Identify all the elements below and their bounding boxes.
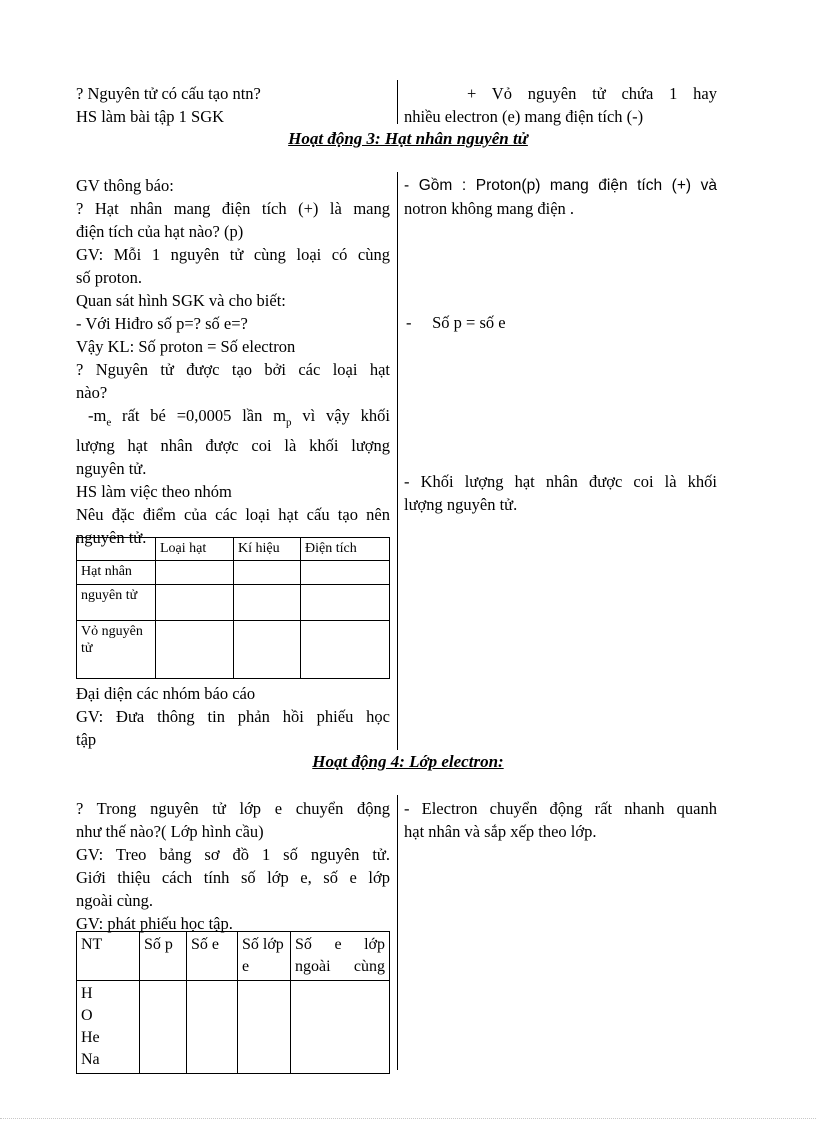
heading-activity-3: Hoạt động 3: Hạt nhân nguyên tử — [288, 129, 528, 148]
section4-left — [76, 797, 390, 935]
electron-charge-line: nhiều electron (e) mang điện tích (-) — [404, 107, 644, 126]
left-line: GV: Treo bảng sơ đồ 1 số nguyên tử. — [76, 845, 390, 864]
table-header-cell: Loại hạt — [156, 538, 234, 561]
mass-line — [76, 404, 390, 434]
left-line: nguyên tử. — [76, 459, 147, 479]
section3-left — [76, 174, 390, 549]
column-divider-4 — [397, 795, 398, 1070]
right-line: lượng nguyên tử. — [404, 495, 518, 514]
element-symbol: H — [81, 985, 93, 1002]
table-cell — [234, 585, 301, 621]
electron-shell-line: + Vỏ nguyên tử chứa 1 hay — [467, 84, 717, 103]
section1-right — [404, 82, 717, 128]
left-line: Đại diện các nhóm báo cáo — [76, 684, 256, 703]
question-line: ? Nguyên tử có cấu tạo ntn? — [76, 84, 261, 103]
table-header-row — [77, 932, 390, 981]
page-bottom-dots — [0, 1118, 816, 1119]
element-list-cell — [77, 981, 140, 1074]
table-cell — [156, 621, 234, 679]
electron-table — [76, 931, 390, 1074]
section4-right — [404, 797, 717, 843]
left-line: như thế nào?( Lớp hình cầu) — [76, 822, 264, 841]
table-cell — [156, 561, 234, 585]
table-cell — [291, 981, 390, 1074]
right-line: - Khối lượng hạt nhân được coi là khối — [404, 472, 717, 491]
exercise-line: HS làm bài tập 1 SGK — [76, 107, 225, 126]
table-header-cell: Điện tích — [301, 538, 390, 561]
table-cell — [234, 561, 301, 585]
table-header-cell: NT — [77, 932, 140, 981]
left-line: tập — [76, 730, 97, 749]
column-divider-3 — [397, 172, 398, 750]
left-line: GV thông báo: — [76, 176, 174, 195]
right-line: - Gồm : Proton(p) mang điện tích (+) và — [404, 177, 717, 194]
table-cell — [140, 981, 187, 1074]
table-cell — [238, 981, 291, 1074]
mass-sub-p: p — [286, 416, 292, 429]
mass-sub-e: e — [106, 416, 112, 429]
left-line: ? Hạt nhân mang điện tích (+) là mang — [76, 199, 390, 218]
table-header-cell — [77, 538, 156, 561]
left-line: Quan sát hình SGK và cho biết: — [76, 291, 286, 310]
left-line: ? Trong nguyên tử lớp e chuyển động — [76, 799, 390, 818]
table-header-cell: Số e lớp ngoài cùng — [291, 932, 390, 981]
section3-after-table — [76, 682, 390, 751]
mass-line-a: -m — [88, 406, 107, 425]
left-line: nguyên tử. — [76, 528, 147, 548]
left-line: Vậy KL: Số proton = Số electron — [76, 337, 296, 356]
proton-electron-equal: - Số p = số e — [406, 313, 506, 332]
right-line: notron không mang điện . — [404, 199, 575, 218]
left-line: số proton. — [76, 268, 142, 287]
section1-left — [76, 82, 391, 128]
table-header-cell: Số p — [140, 932, 187, 981]
table-header-cell: Số e — [187, 932, 238, 981]
section3-right-a — [404, 174, 717, 220]
element-symbol: He — [81, 1029, 100, 1046]
left-line: Giới thiệu cách tính số lớp e, số e lớp — [76, 868, 390, 887]
left-line: HS làm việc theo nhóm — [76, 482, 232, 502]
element-symbol: O — [81, 1007, 93, 1024]
right-line: - Electron chuyển động rất nhanh quanh — [404, 799, 717, 818]
section3-right-b — [404, 470, 717, 516]
column-divider-1 — [397, 80, 398, 124]
table-row — [77, 981, 390, 1074]
table-header-row — [77, 538, 390, 561]
table-cell — [234, 621, 301, 679]
table-cell — [187, 981, 238, 1074]
table-cell: Hạt nhân — [77, 561, 156, 585]
left-line: GV: Mỗi 1 nguyên tử cùng loại có cùng — [76, 245, 390, 264]
table-row — [77, 585, 390, 621]
left-line: lượng hạt nhân được coi là khối lượng — [76, 436, 390, 456]
table-cell — [301, 561, 390, 585]
table-row — [77, 561, 390, 585]
particle-table — [76, 537, 390, 679]
left-line: điện tích của hạt nào? (p) — [76, 222, 244, 241]
left-line: GV: Đưa thông tin phản hồi phiếu học — [76, 707, 390, 726]
table-header-cell: Kí hiệu — [234, 538, 301, 561]
table-cell: nguyên tử — [77, 585, 156, 621]
left-line: Nêu đặc điểm của các loại hạt cấu tạo nên — [76, 505, 390, 525]
table-header-cell: Số lớp e — [238, 932, 291, 981]
left-line: GV: phát phiếu học tập. — [76, 914, 233, 933]
table-cell — [156, 585, 234, 621]
table-row — [77, 621, 390, 679]
heading-activity-4: Hoạt động 4: Lớp electron: — [312, 752, 504, 771]
table-cell — [301, 621, 390, 679]
right-line: hạt nhân và sắp xếp theo lớp. — [404, 822, 597, 841]
element-symbol: Na — [81, 1051, 100, 1068]
left-line: nào? — [76, 383, 108, 402]
left-line: ngoài cùng. — [76, 891, 153, 910]
table-cell: Vỏ nguyên tử — [77, 621, 156, 679]
mass-line-c: vì vậy khối — [291, 406, 390, 425]
mass-line-b: rất bé =0,0005 lần m — [111, 406, 287, 425]
left-line: - Với Hiđro số p=? số e=? — [76, 314, 248, 333]
table-cell — [301, 585, 390, 621]
left-line: ? Nguyên tử được tạo bởi các loại hạt — [76, 360, 390, 379]
